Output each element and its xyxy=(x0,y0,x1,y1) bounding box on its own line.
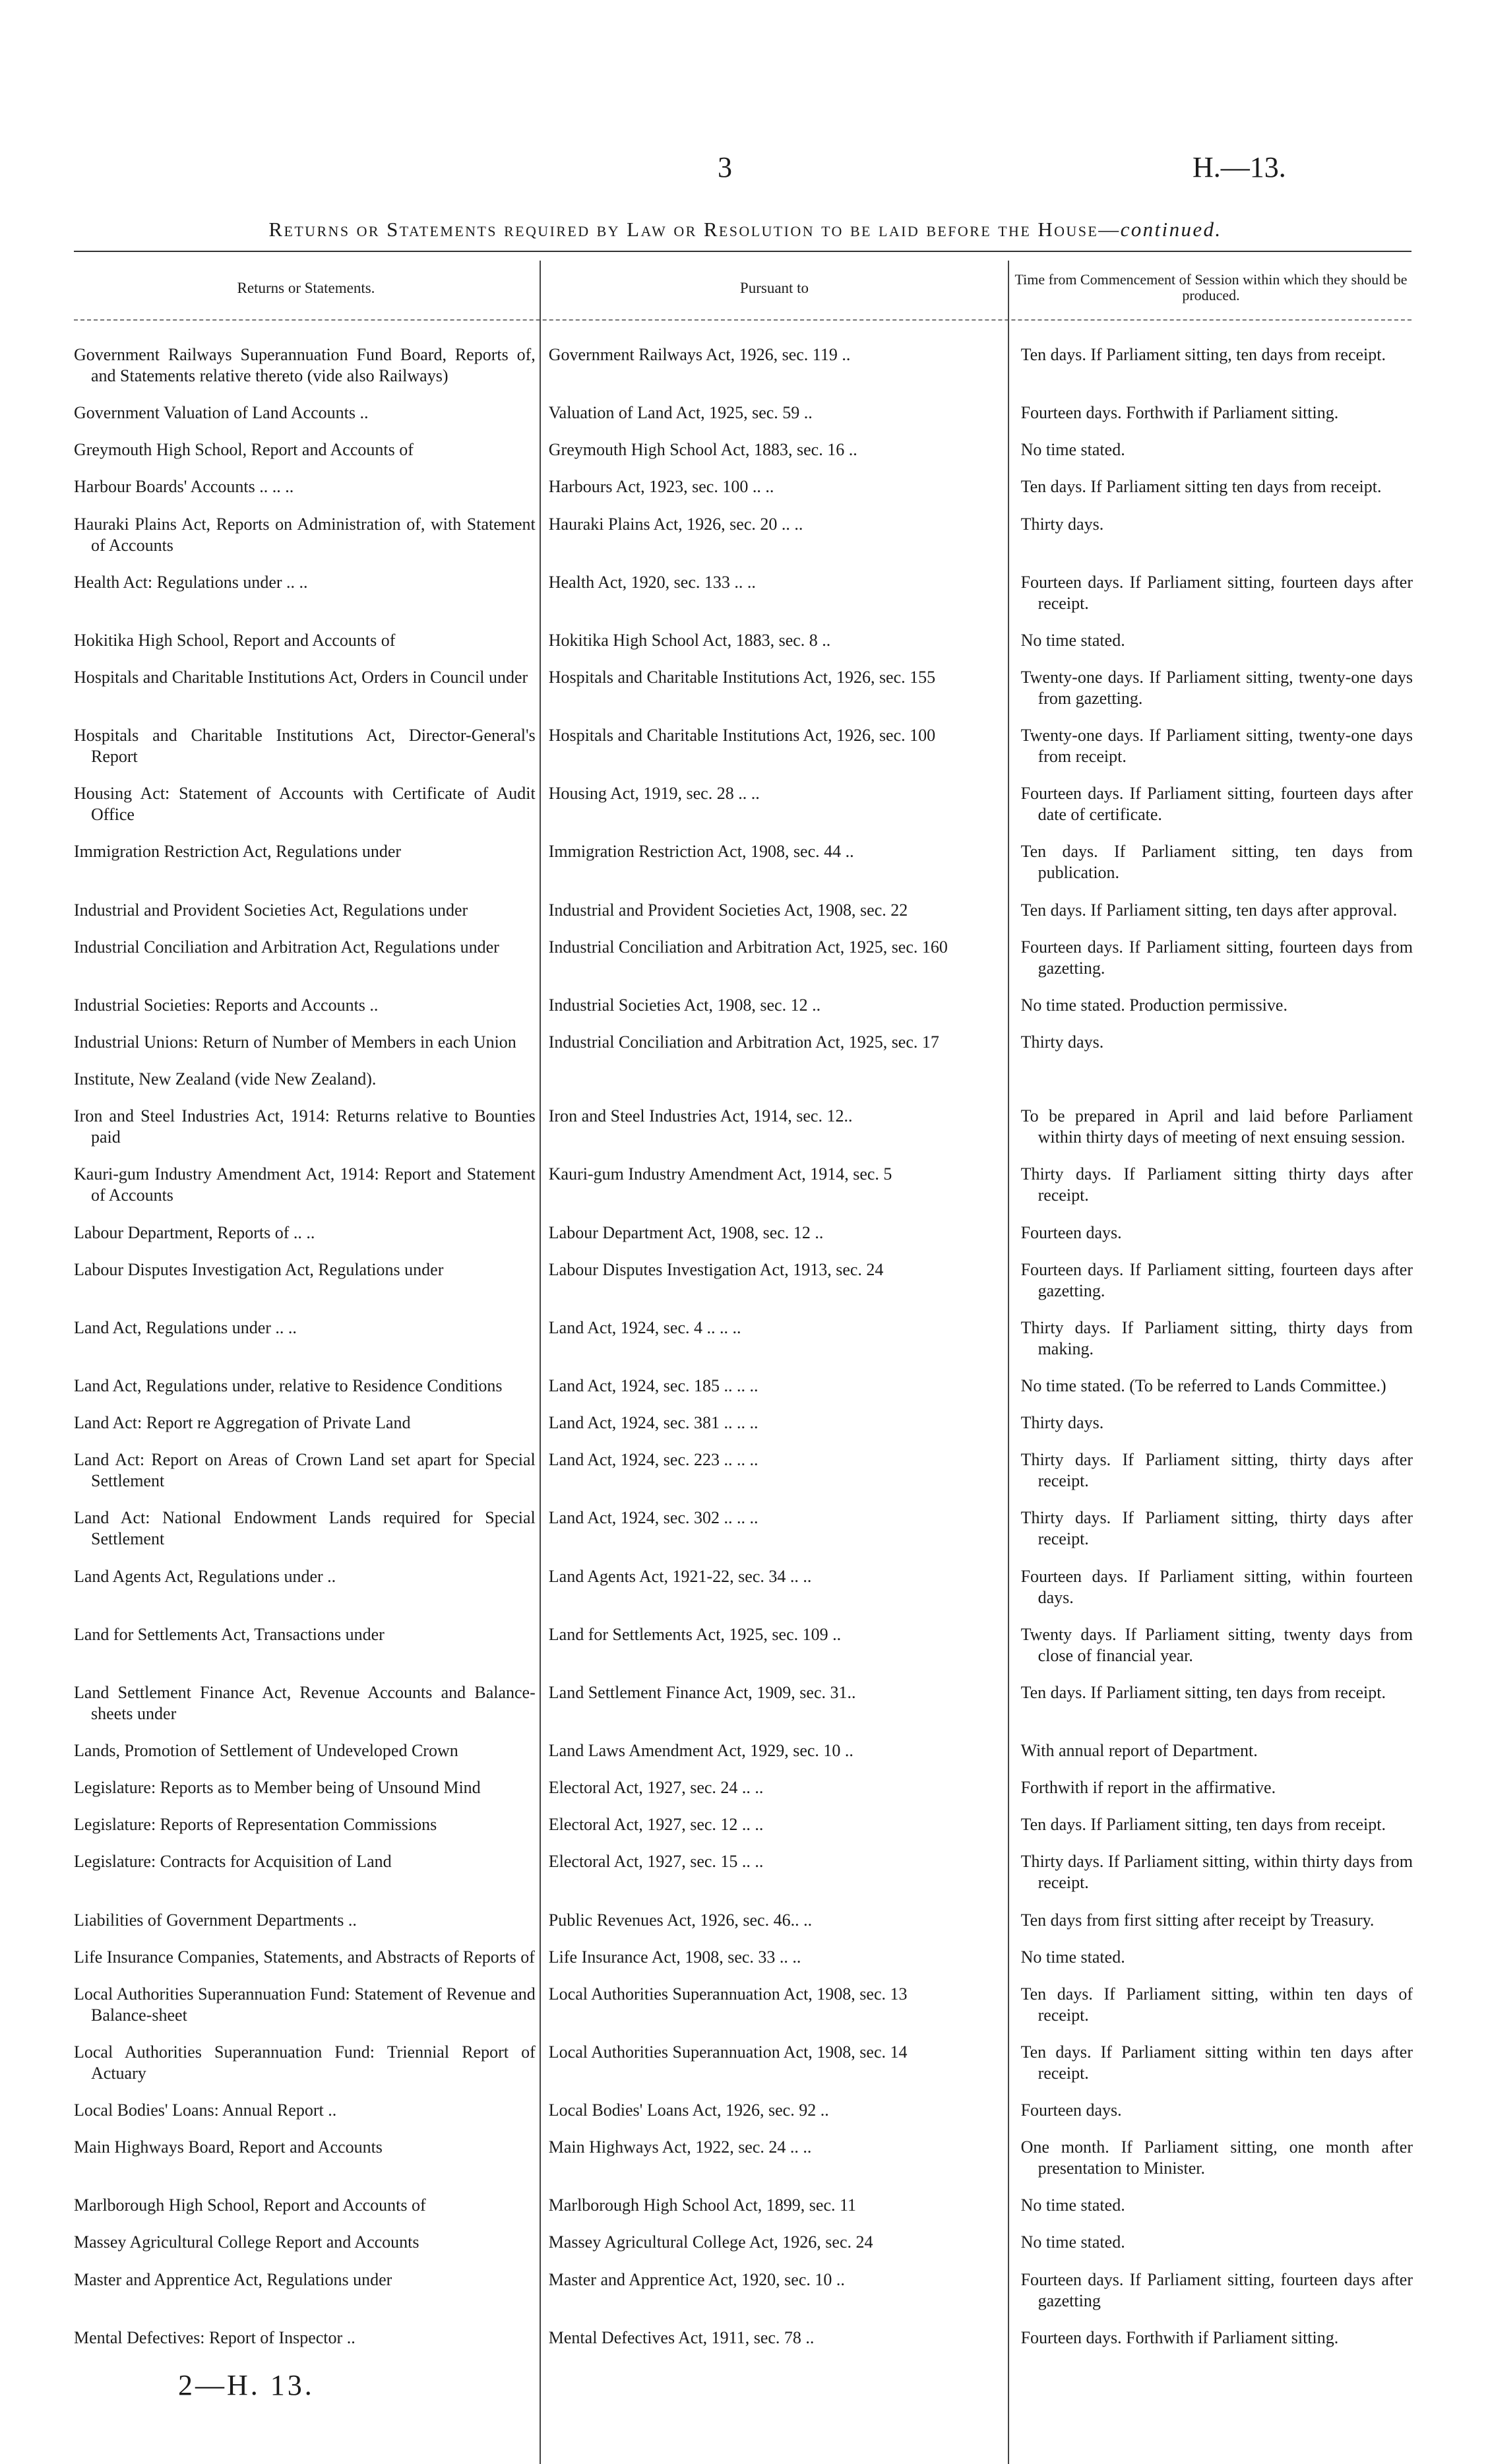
cell-time: Thirty days. xyxy=(1020,1413,1104,1433)
cell-time: Thirty days. xyxy=(1020,514,1104,534)
cell-returns: Mental Defectives: Report of Inspector .. xyxy=(74,2327,356,2347)
table-row xyxy=(74,1164,1413,1206)
cell-pursuant: Land Act, 1924, sec. 223 .. .. .. xyxy=(548,1450,759,1470)
cell-pursuant: Mental Defectives Act, 1911, sec. 78 .. xyxy=(548,2327,815,2347)
cell-returns: Legislature: Contracts for Acquisition of Land xyxy=(74,1852,392,1872)
cell-time: Thirty days. If Parliament sitting, thirty days after receipt. xyxy=(1020,1450,1413,1491)
table-row xyxy=(74,2137,1413,2179)
table-row xyxy=(74,1947,1413,1968)
table-row xyxy=(74,937,1413,979)
table-row xyxy=(74,1984,1413,2026)
table-row xyxy=(74,1777,1413,1798)
table-row xyxy=(74,1032,1413,1053)
cell-pursuant: Hospitals and Charitable Institutions Act, 1926, sec. 100 xyxy=(548,726,936,745)
table-body xyxy=(74,344,1413,2349)
cell-returns: Health Act: Regulations under .. .. xyxy=(74,572,308,592)
cell-returns: Housing Act: Statement of Accounts with Certificate of Audit Office xyxy=(74,784,536,825)
cell-returns: Government Valuation of Land Accounts .. xyxy=(74,403,369,423)
cell-returns: Greymouth High School, Report and Accounts of xyxy=(74,440,414,460)
cell-pursuant: Hokitika High School Act, 1883, sec. 8 .. xyxy=(548,630,831,650)
cell-pursuant: Electoral Act, 1927, sec. 24 .. .. xyxy=(548,1778,764,1798)
cell-returns: Local Bodies' Loans: Annual Report .. xyxy=(74,2101,337,2120)
cell-time: No time stated. xyxy=(1020,2195,1125,2215)
table-row xyxy=(74,1259,1413,1302)
cell-pursuant: Land Act, 1924, sec. 4 .. .. .. xyxy=(548,1317,741,1337)
table-row xyxy=(74,1069,1413,1090)
cell-pursuant: Local Bodies' Loans Act, 1926, sec. 92 .. xyxy=(548,2101,829,2120)
cell-time: Fourteen days. If Parliament sitting, fourteen days after receipt. xyxy=(1020,572,1413,613)
cell-time: Fourteen days. If Parliament sitting, fourteen days after gazetting. xyxy=(1020,1259,1413,1300)
table-row xyxy=(74,439,1413,460)
table-row xyxy=(74,1317,1413,1360)
cell-time: Ten days. If Parliament sitting, ten days from receipt. xyxy=(1020,1682,1386,1702)
cell-time xyxy=(1021,1069,1413,1090)
cell-returns: Land Act: National Endowment Lands required for Special Settlement xyxy=(74,1508,536,1549)
cell-pursuant: Local Authorities Superannuation Act, 1908, sec. 14 xyxy=(548,2042,908,2062)
cell-pursuant: Land Laws Amendment Act, 1929, sec. 10 .. xyxy=(548,1740,853,1760)
cell-time: Forthwith if report in the affirmative. xyxy=(1020,1778,1276,1798)
cell-returns: Legislature: Reports as to Member being of Unsound Mind xyxy=(74,1778,481,1798)
header-rule-bottom xyxy=(74,319,1411,321)
cell-returns: Industrial and Provident Societies Act, Regulations under xyxy=(74,900,468,920)
cell-pursuant: Hospitals and Charitable Institutions Act, 1926, sec. 155 xyxy=(548,667,936,687)
table-row xyxy=(74,2195,1413,2216)
table-row xyxy=(74,1106,1413,1148)
column-header-time: Time from Commencement of Session within which they should be produced. xyxy=(1014,271,1408,303)
cell-returns: Labour Disputes Investigation Act, Regulations under xyxy=(74,1259,444,1279)
document-reference: H.—13. xyxy=(1193,151,1286,183)
cell-returns: Hauraki Plains Act, Reports on Administration of, with Statement of Accounts xyxy=(74,514,536,555)
table-row xyxy=(74,1814,1413,1835)
cell-pursuant: Industrial Conciliation and Arbitration Act, 1925, sec. 17 xyxy=(548,1032,939,1052)
table-row xyxy=(74,725,1413,767)
signature-mark: 2—H. 13. xyxy=(178,2369,315,2401)
cell-time: Ten days. If Parliament sitting, ten days after approval. xyxy=(1020,900,1398,920)
cell-returns: Master and Apprentice Act, Regulations under xyxy=(74,2269,392,2289)
cell-time: Fourteen days. Forthwith if Parliament sitting. xyxy=(1020,403,1339,423)
table-row xyxy=(74,514,1413,556)
cell-returns: Kauri-gum Industry Amendment Act, 1914: Report and Statement of Accounts xyxy=(74,1164,536,1205)
cell-pursuant: Kauri-gum Industry Amendment Act, 1914, sec. 5 xyxy=(548,1164,892,1184)
cell-time: Fourteen days. If Parliament sitting, fourteen days after gazetting xyxy=(1020,2269,1413,2310)
table-row xyxy=(74,1222,1413,1244)
cell-returns: Main Highways Board, Report and Accounts xyxy=(74,2137,383,2157)
cell-time: No time stated. xyxy=(1020,1947,1125,1967)
cell-pursuant: Land Act, 1924, sec. 185 .. .. .. xyxy=(548,1375,759,1395)
cell-time: Fourteen days. xyxy=(1020,2101,1122,2120)
cell-pursuant: Industrial Societies Act, 1908, sec. 12 .. xyxy=(548,995,821,1015)
cell-returns: Land Agents Act, Regulations under .. xyxy=(74,1566,336,1586)
table-row xyxy=(74,900,1413,921)
cell-returns: Land Act, Regulations under .. .. xyxy=(74,1317,297,1337)
cell-pursuant: Public Revenues Act, 1926, sec. 46.. .. xyxy=(548,1910,813,1930)
cell-pursuant: Land for Settlements Act, 1925, sec. 109 .. xyxy=(548,1624,842,1644)
table-row xyxy=(74,1507,1413,1550)
cell-returns: Institute, New Zealand (vide New Zealand). xyxy=(74,1069,377,1089)
table-row xyxy=(74,2327,1413,2349)
cell-time: Ten days. If Parliament sitting, ten days from receipt. xyxy=(1020,345,1386,364)
cell-pursuant: Land Act, 1924, sec. 302 .. .. .. xyxy=(548,1508,759,1528)
cell-time: Twenty-one days. If Parliament sitting, twenty-one days from receipt. xyxy=(1020,726,1413,767)
cell-time: One month. If Parliament sitting, one month after presentation to Minister. xyxy=(1020,2137,1413,2178)
cell-time: Fourteen days. Forthwith if Parliament sitting. xyxy=(1020,2327,1339,2347)
cell-time: No time stated. xyxy=(1020,440,1125,460)
table-row xyxy=(74,402,1413,424)
cell-time: Thirty days. If Parliament sitting, thirty days after receipt. xyxy=(1020,1508,1413,1549)
cell-pursuant: Iron and Steel Industries Act, 1914, sec. 12.. xyxy=(548,1106,853,1126)
cell-time: Thirty days. If Parliament sitting thirty days after receipt. xyxy=(1020,1164,1413,1205)
cell-pursuant: Housing Act, 1919, sec. 28 .. .. xyxy=(548,784,760,804)
cell-pursuant: Industrial and Provident Societies Act, 1908, sec. 22 xyxy=(548,900,908,920)
cell-returns: Local Authorities Superannuation Fund: Statement of Revenue and Balance-sheet xyxy=(74,1984,536,2025)
cell-pursuant: Land Settlement Finance Act, 1909, sec. 31.. xyxy=(548,1682,856,1702)
cell-time: Ten days. If Parliament sitting, ten days from receipt. xyxy=(1020,1815,1386,1835)
cell-returns: Life Insurance Companies, Statements, and Abstracts of Reports of xyxy=(74,1947,535,1967)
cell-time: Ten days. If Parliament sitting, within ten days of receipt. xyxy=(1020,1984,1413,2025)
cell-pursuant: Electoral Act, 1927, sec. 12 .. .. xyxy=(548,1815,764,1835)
cell-returns: Land Settlement Finance Act, Revenue Accounts and Balance-sheets under xyxy=(74,1682,536,1723)
cell-pursuant: Immigration Restriction Act, 1908, sec. 44 .. xyxy=(548,842,854,862)
cell-time: With annual report of Department. xyxy=(1020,1740,1258,1760)
cell-returns: Land Act, Regulations under, relative to Residence Conditions xyxy=(74,1375,503,1395)
cell-returns: Marlborough High School, Report and Accounts of xyxy=(74,2195,426,2215)
cell-returns: Immigration Restriction Act, Regulations under xyxy=(74,842,402,862)
table-row xyxy=(74,841,1413,883)
cell-returns: Lands, Promotion of Settlement of Undeveloped Crown xyxy=(74,1740,458,1760)
cell-pursuant: Harbours Act, 1923, sec. 100 .. .. xyxy=(548,477,774,497)
cell-pursuant xyxy=(549,1069,1008,1090)
cell-time: Ten days from first sitting after receipt by Treasury. xyxy=(1020,1910,1375,1930)
cell-time: Thirty days. If Parliament sitting, thirty days from making. xyxy=(1020,1317,1413,1358)
cell-pursuant: Government Railways Act, 1926, sec. 119 .. xyxy=(548,345,851,364)
table-row xyxy=(74,783,1413,825)
cell-pursuant: Hauraki Plains Act, 1926, sec. 20 .. .. xyxy=(548,514,803,534)
cell-pursuant: Massey Agricultural College Act, 1926, sec. 24 xyxy=(548,2232,873,2252)
cell-pursuant: Marlborough High School Act, 1899, sec. 11 xyxy=(548,2195,857,2215)
cell-returns: Labour Department, Reports of .. .. xyxy=(74,1222,315,1242)
table-row xyxy=(74,2232,1413,2253)
cell-returns: Legislature: Reports of Representation Commissions xyxy=(74,1815,437,1835)
cell-returns: Land for Settlements Act, Transactions under xyxy=(74,1624,385,1644)
cell-returns: Industrial Societies: Reports and Accounts .. xyxy=(74,995,379,1015)
table-row xyxy=(74,630,1413,651)
cell-pursuant: Life Insurance Act, 1908, sec. 33 .. .. xyxy=(548,1947,801,1967)
cell-returns: Iron and Steel Industries Act, 1914: Returns relative to Bounties paid xyxy=(74,1106,536,1147)
cell-returns: Industrial Conciliation and Arbitration Act, Regulations under xyxy=(74,937,499,957)
cell-returns: Government Railways Superannuation Fund Board, Reports of, and Statements relative thereto (vide also Railways) xyxy=(74,345,536,385)
page-title-continued: continued. xyxy=(1120,218,1222,241)
cell-returns: Land Act: Report on Areas of Crown Land set apart for Special Settlement xyxy=(74,1450,536,1491)
cell-time: Thirty days. If Parliament sitting, within thirty days from receipt. xyxy=(1020,1852,1413,1893)
cell-pursuant: Master and Apprentice Act, 1920, sec. 10 .. xyxy=(548,2269,845,2289)
table-row xyxy=(74,2042,1413,2084)
cell-returns: Land Act: Report re Aggregation of Private Land xyxy=(74,1413,411,1433)
table-row xyxy=(74,1449,1413,1492)
cell-pursuant: Land Act, 1924, sec. 381 .. .. .. xyxy=(548,1413,759,1433)
cell-returns: Local Authorities Superannuation Fund: Triennial Report of Actuary xyxy=(74,2042,536,2083)
cell-time: Fourteen days. xyxy=(1020,1222,1122,1242)
cell-time: Fourteen days. If Parliament sitting, fourteen days from gazetting. xyxy=(1020,937,1413,978)
cell-pursuant: Greymouth High School Act, 1883, sec. 16 .. xyxy=(548,440,857,460)
cell-time: Twenty days. If Parliament sitting, twenty days from close of financial year. xyxy=(1020,1624,1413,1665)
table-row xyxy=(74,1412,1413,1434)
table-row xyxy=(74,476,1413,497)
table-row xyxy=(74,572,1413,614)
table-row xyxy=(74,995,1413,1016)
table-row xyxy=(74,1740,1413,1761)
table-row xyxy=(74,1566,1413,1608)
cell-pursuant: Health Act, 1920, sec. 133 .. .. xyxy=(548,572,756,592)
cell-time: No time stated. (To be referred to Lands Committee.) xyxy=(1020,1375,1386,1395)
page-number: 3 xyxy=(718,151,732,183)
table-row xyxy=(74,2100,1413,2121)
cell-time: Thirty days. xyxy=(1020,1032,1104,1052)
table-row xyxy=(74,1851,1413,1893)
cell-pursuant: Labour Disputes Investigation Act, 1913, sec. 24 xyxy=(548,1259,884,1279)
table-row xyxy=(74,1624,1413,1666)
cell-time: Fourteen days. If Parliament sitting, fourteen days after date of certificate. xyxy=(1020,784,1413,825)
cell-pursuant: Valuation of Land Act, 1925, sec. 59 .. xyxy=(548,403,813,423)
cell-pursuant: Labour Department Act, 1908, sec. 12 .. xyxy=(548,1222,824,1242)
cell-pursuant: Main Highways Act, 1922, sec. 24 .. .. xyxy=(548,2137,812,2157)
table-row xyxy=(74,2269,1413,2312)
table-row xyxy=(74,1910,1413,1931)
cell-returns: Hospitals and Charitable Institutions Act, Orders in Council under xyxy=(74,667,528,687)
cell-time: Ten days. If Parliament sitting within ten days after receipt. xyxy=(1020,2042,1413,2083)
cell-returns: Massey Agricultural College Report and Accounts xyxy=(74,2232,419,2252)
cell-time: To be prepared in April and laid before Parliament within thirty days of meeting of next ensuing session. xyxy=(1020,1106,1413,1147)
cell-returns: Hospitals and Charitable Institutions Act, Director-General's Report xyxy=(74,726,536,767)
cell-returns: Hokitika High School, Report and Accounts of xyxy=(74,630,396,650)
cell-time: No time stated. xyxy=(1020,2232,1125,2252)
cell-time: No time stated. xyxy=(1020,630,1125,650)
cell-returns: Harbour Boards' Accounts .. .. .. xyxy=(74,477,294,497)
table-row xyxy=(74,667,1413,709)
cell-time: Twenty-one days. If Parliament sitting, twenty-one days from gazetting. xyxy=(1020,667,1413,708)
page-title xyxy=(73,218,1418,241)
cell-pursuant: Electoral Act, 1927, sec. 15 .. .. xyxy=(548,1852,764,1872)
column-header-pursuant: Pursuant to xyxy=(739,279,809,296)
page-title-main: Returns or Statements required by Law or Resolution to be laid before the House— xyxy=(268,218,1121,241)
cell-time: Fourteen days. If Parliament sitting, within fourteen days. xyxy=(1020,1566,1413,1607)
table-row xyxy=(74,1375,1413,1397)
cell-time: No time stated. Production permissive. xyxy=(1020,995,1287,1015)
column-header-returns: Returns or Statements. xyxy=(237,279,375,296)
cell-time: Ten days. If Parliament sitting, ten days from publication. xyxy=(1020,842,1413,883)
cell-returns: Liabilities of Government Departments .. xyxy=(74,1910,357,1930)
cell-pursuant: Local Authorities Superannuation Act, 1908, sec. 13 xyxy=(548,1984,908,2004)
cell-pursuant: Land Agents Act, 1921-22, sec. 34 .. .. xyxy=(548,1566,812,1586)
table-row xyxy=(74,344,1413,387)
header-rule-top xyxy=(74,251,1411,252)
cell-pursuant: Industrial Conciliation and Arbitration Act, 1925, sec. 160 xyxy=(548,937,948,957)
cell-time: Ten days. If Parliament sitting ten days from receipt. xyxy=(1020,477,1382,497)
cell-returns: Industrial Unions: Return of Number of Members in each Union xyxy=(74,1032,516,1052)
table-row xyxy=(74,1682,1413,1724)
